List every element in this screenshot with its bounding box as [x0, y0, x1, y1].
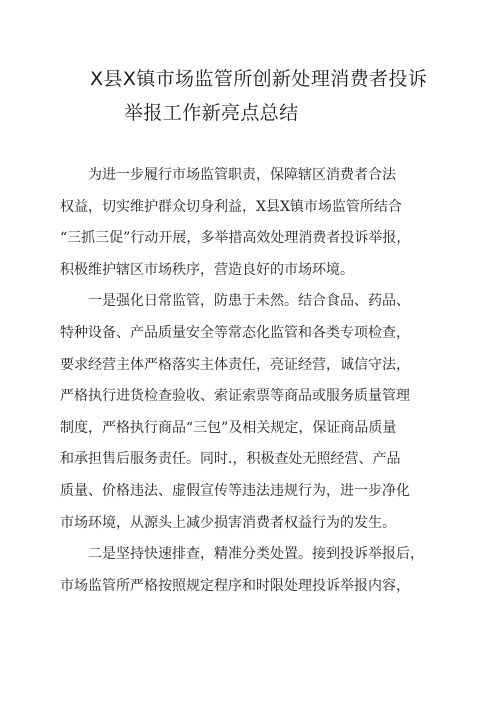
text-line: 一是强化日常监管，防患于未然。结合食品、药品、: [88, 293, 410, 310]
document-body: [60, 160, 440, 602]
paragraph-point-one: [60, 286, 440, 539]
text-line: “三抓三促”行动开展，多举措高效处理消费者投诉举报，: [60, 230, 411, 247]
title-line-1: X县X镇市场监管所创新处理消费者投诉: [90, 68, 428, 90]
text-line: 特种设备、产品质量安全等常态化监管和各类专项检查，: [60, 324, 410, 341]
document-title: [60, 62, 440, 130]
text-line: 市场环境，从源头上减少损害消费者权益行为的发生。: [60, 514, 396, 531]
text-line: 二是坚持快速排查，精准分类处置。接到投诉举报后，: [88, 546, 424, 563]
paragraph-intro: [60, 160, 440, 286]
paragraph-point-two: [60, 539, 440, 602]
text-line: 质量、价格违法、虚假宣传等违法违规行为，进一步净化: [60, 482, 410, 499]
text-line: 制度，严格执行商品“三包”及相关规定，保证商品质量: [60, 419, 397, 436]
text-line: 为进一步履行市场监管职责，保障辖区消费者合法: [88, 167, 396, 183]
text-line: 要求经营主体严格落实主体责任，亮证经营，诚信守法，: [60, 356, 410, 373]
text-line: 积极维护辖区市场秩序，营造良好的市场环境。: [60, 261, 354, 278]
text-line: 市场监管所严格按照规定程序和时限处理投诉举报内容，: [60, 577, 410, 594]
title-line-2: 举报工作新亮点总结: [124, 102, 299, 124]
text-line: 和承担售后服务责任。同时.，积极查处无照经营、产品: [60, 451, 401, 468]
text-line: 权益，切实维护群众切身利益，X县X镇市场监管所结合: [60, 198, 402, 215]
text-line: 严格执行进货检查验收、索证索票等商品或服务质量管理: [60, 388, 410, 405]
